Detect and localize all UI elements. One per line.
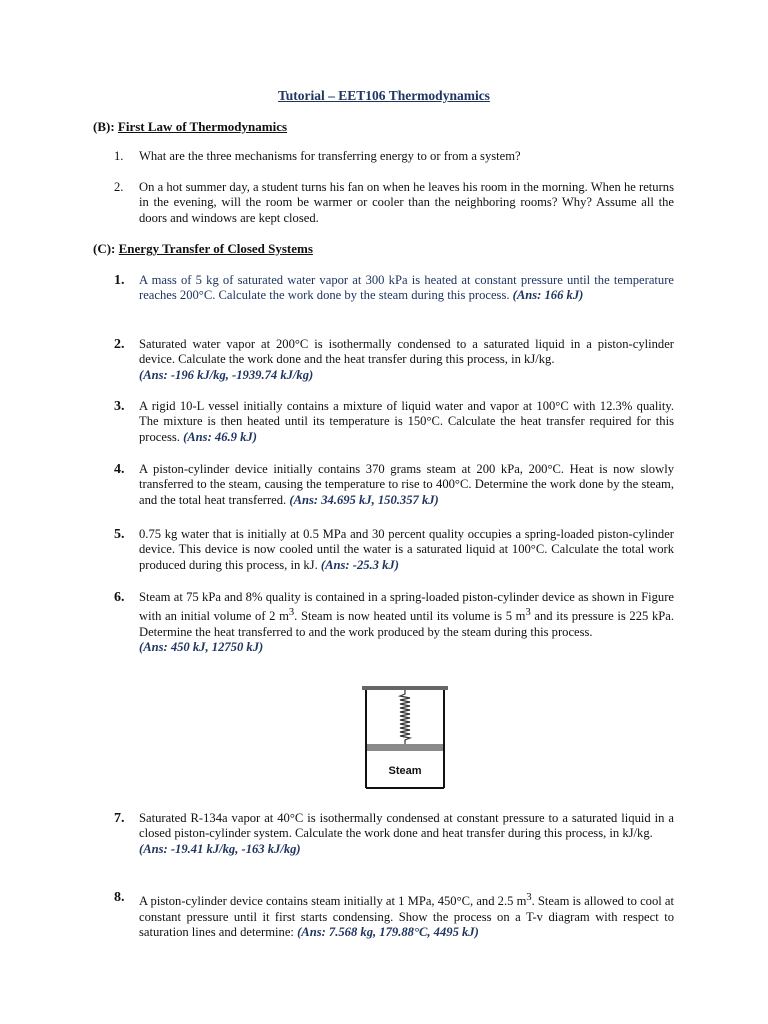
c-question-7 [114,811,674,857]
answer: (Ans: -25.3 kJ) [320,557,399,572]
section-b-heading [93,119,287,135]
section-b-label: First Law of Thermodynamics [117,119,288,134]
question-number: 8. [114,890,125,905]
piston [367,744,443,751]
question-number: 5. [114,527,125,542]
c-question-6 [114,590,674,656]
section-c-label: Energy Transfer of Closed Systems [118,241,313,256]
b-question-2 [114,180,674,226]
section-c-heading [93,241,313,257]
c-question-4 [114,462,674,508]
question-number: 3. [114,399,125,414]
question-body: Saturated R-134a vapor at 40°C is isothermally condensed at constant pressure to a saturated liquid in a closed piston-cylinder system. Calculate the work done and heat transfer during this process, in kJ/kg. [139,811,674,841]
question-number: 7. [114,811,125,826]
question-number: 6. [114,590,125,605]
question-body: 0.75 kg water that is initially at 0.5 MPa and 30 percent quality occupies a spring-loaded piston-cylinder device. This device is now cooled until the water is a saturated liquid at 100°C. Calculate the total work produced during this process, in kJ. [139,527,674,572]
figure-label: Steam [388,765,422,777]
question-body-a: A piston-cylinder device contains steam initially at 1 MPa, 450°C, and 2.5 m [139,894,527,909]
section-b-prefix: (B): [93,119,115,134]
superscript: 3 [525,607,531,619]
question-text [139,273,674,304]
answer: (Ans: 7.568 kg, 179.88°C, 4495 kJ) [297,925,479,939]
c-question-3 [114,399,674,445]
question-text [139,462,674,508]
question-body: A rigid 10-L vessel initially contains a mixture of liquid water and vapor at 100°C with 12.3% quality. The mixture is then heated until its temperature is 150°C. Calculate the heat transfer required for this process. [139,399,674,444]
question-body-a: Steam at 75 kPa and 8% quality is contained in a spring-loaded piston-cylinder device as shown in Figure with an initial volume of 2 m [139,590,674,624]
answer: (Ans: 450 kJ, 12750 kJ) [139,640,264,655]
question-body-c: and its pressure is 225 kPa. Determine the heat transferred to and the work produced by the steam during this process. [139,609,674,639]
question-text [139,590,674,656]
question-number: 2. [114,180,124,194]
b-question-1 [114,149,674,164]
section-c-prefix: (C): [93,241,116,256]
superscript: 3 [288,607,295,619]
question-number: 4. [114,462,125,477]
question-text [139,527,674,573]
question-number: 1. [114,149,124,163]
c-question-1 [114,273,674,304]
answer: (Ans: -19.41 kJ/kg, -163 kJ/kg) [139,841,301,856]
c-question-5 [114,527,674,573]
piston-cylinder-figure [362,686,448,792]
spring-icon [400,690,410,744]
answer: (Ans: -196 kJ/kg, -1939.74 kJ/kg) [139,367,314,382]
question-text [139,811,674,857]
question-text [139,399,674,445]
question-number: 2. [114,337,125,352]
question-body: A mass of 5 kg of saturated water vapor at 300 kPa is heated at constant pressure until the temperature reaches 200°C. Calculate the work done by the steam during this process. [139,273,674,303]
question-number: 1. [114,273,125,288]
question-text: What are the three mechanisms for transferring energy to or from a system? [139,149,521,163]
page-title: Tutorial – EET106 Thermodynamics [278,88,490,103]
c-question-8 [114,890,674,940]
question-text [139,890,674,940]
question-body: A piston-cylinder device initially contains 370 grams steam at 200 kPa, 200°C. Heat is now slowly transferred to the steam, causing the temperature to rise to 400°C. Determine the work done by the steam, and the total heat transferred. [139,462,674,507]
question-text: On a hot summer day, a student turns his fan on when he leaves his room in the morning. When he returns in the evening, will the room be warmer or cooler than the neighboring rooms? Why? Assume all the doors and windows are kept closed. [139,180,674,225]
answer: (Ans: 46.9 kJ) [183,429,257,444]
question-body-b: . Steam is now heated until its volume is 5 m [294,609,526,624]
answer: (Ans: 166 kJ) [512,288,584,303]
question-body-b: . Steam is allowed to cool at constant pressure until it first starts condensing. Show the process on a T-v diagram with respect to saturation lines and determine: [139,894,674,939]
top-plate [362,686,448,690]
question-text [139,337,674,383]
superscript: 3 [526,892,532,903]
question-body: Saturated water vapor at 200°C is isothermally condensed to a saturated liquid in a piston-cylinder device. Calculate the work done and the heat transfer during this process, in kJ/kg. [139,337,674,367]
c-question-2 [114,337,674,383]
answer: (Ans: 34.695 kJ, 150.357 kJ) [289,492,439,507]
